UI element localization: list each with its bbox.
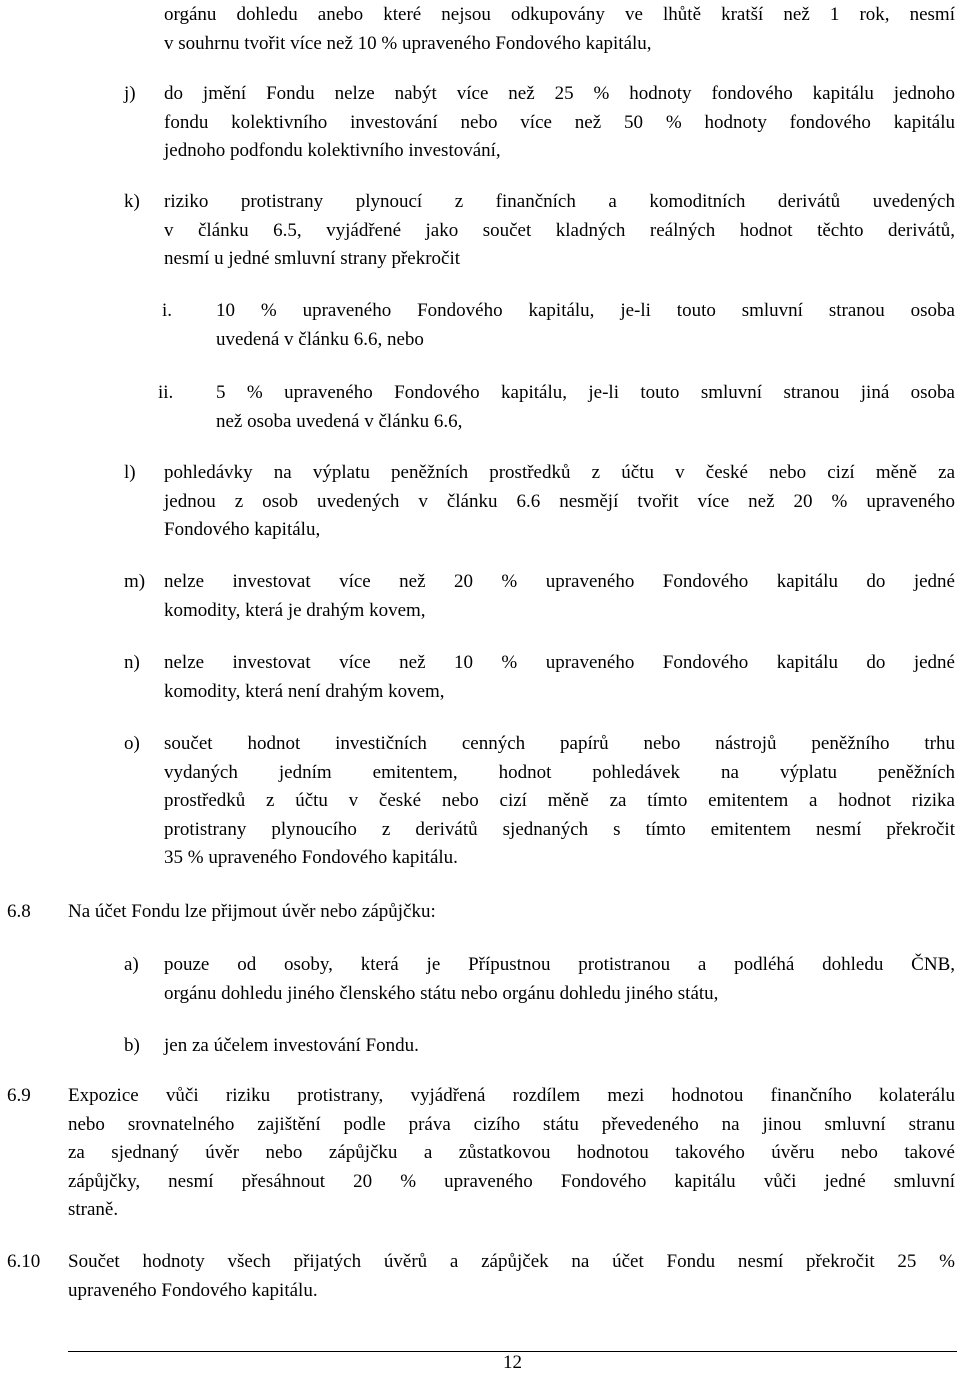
text-line: nelze investovat více než 20 % upraveného Fondového kapitálu do jedné [164, 571, 955, 592]
text-line: Fondového kapitálu, [164, 519, 321, 540]
item-label-n: n) [124, 652, 140, 673]
subitem-label-ii: ii. [158, 382, 174, 403]
text-line: 10 % upraveného Fondového kapitálu, je-li touto smluvní stranou osoba [216, 300, 955, 321]
section-6-10 [68, 1248, 955, 1305]
page-number: 12 [503, 1352, 522, 1373]
item-label-o: o) [124, 733, 140, 754]
text-line: Expozice vůči riziku protistrany, vyjádřená rozdílem mezi hodnotou finančního kolaterálu [68, 1085, 955, 1106]
text-line: nesmí u jedné smluvní strany překročit [164, 248, 461, 269]
text-line: součet hodnot investičních cenných papírů nebo nástrojů peněžního trhu [164, 733, 955, 754]
item-label-l: l) [124, 462, 136, 483]
text-line: protistrany plynoucího z derivátů sjednaných s tímto emitentem nesmí překročit [164, 818, 955, 840]
item-o [164, 730, 955, 873]
text-line: pohledávky na výplatu peněžních prostředků z účtu v české nebo cizí měně za [164, 462, 955, 483]
text-line: nelze investovat více než 10 % upraveného Fondového kapitálu do jedné [164, 652, 955, 673]
text-line: v článku 6.5, vyjádřené jako součet kladných reálných hodnot těchto derivátů, [164, 219, 955, 241]
item-label-a: a) [124, 954, 139, 975]
subitem-ii [216, 379, 955, 436]
text-line: prostředků z účtu v české nebo cizí měně za tímto emitentem a hodnot rizika [164, 790, 955, 811]
item-label-b: b) [124, 1035, 140, 1056]
subitem-label-i: i. [162, 300, 173, 321]
text-line: Na účet Fondu lze přijmout úvěr nebo zápůjčku: [68, 901, 436, 922]
text-line: straně. [68, 1199, 119, 1220]
text-line: jednou z osob uvedených v článku 6.6 nesmějí tvořit více než 20 % upraveného [164, 490, 955, 512]
intro-paragraph [164, 1, 955, 58]
item-j [164, 80, 955, 166]
item-b [164, 1032, 955, 1061]
item-a [164, 951, 955, 1008]
text-line: pouze od osoby, která je Přípustnou protistranou a podléhá dohledu ČNB, [164, 954, 955, 975]
text-line: 5 % upraveného Fondového kapitálu, je-li touto smluvní stranou jiná osoba [216, 382, 955, 403]
text-line: než osoba uvedená v článku 6.6, [216, 410, 463, 432]
section-number-6-9: 6.9 [7, 1085, 31, 1106]
item-label-k: k) [124, 191, 140, 212]
text-line: vydaných jedním emitentem, hodnot pohledávek na výplatu peněžních [164, 761, 955, 783]
text-line: orgánu dohledu jiného členského státu nebo orgánu dohledu jiného státu, [164, 982, 719, 1004]
text-line: do jmění Fondu nelze nabýt více než 25 % hodnoty fondového kapitálu jednoho [164, 83, 955, 104]
section-6-9 [68, 1082, 955, 1225]
text-line: jen za účelem investování Fondu. [164, 1035, 419, 1056]
text-line: komodity, která je drahým kovem, [164, 599, 426, 621]
text-line: uvedená v článku 6.6, nebo [216, 328, 424, 350]
subitem-i [216, 297, 955, 354]
text-line: 35 % upraveného Fondového kapitálu. [164, 847, 458, 868]
text-line: nebo srovnatelného zajištění podle práva cizího státu převedeného na jinou smluvní stranu [68, 1113, 955, 1135]
section-number-6-10: 6.10 [7, 1251, 41, 1272]
item-label-j: j) [124, 83, 136, 104]
section-6-8-heading [68, 898, 955, 927]
text-line: upraveného Fondového kapitálu. [68, 1279, 318, 1301]
item-label-m: m) [124, 571, 146, 592]
item-m [164, 568, 955, 625]
section-number-6-8: 6.8 [7, 901, 31, 922]
text-line: komodity, která není drahým kovem, [164, 680, 445, 702]
text-line: zápůjčky, nesmí přesáhnout 20 % upraveného Fondového kapitálu vůči jedné smluvní [68, 1170, 955, 1192]
text-line: jednoho podfondu kolektivního investování, [164, 140, 501, 161]
item-n [164, 649, 955, 706]
text-line: riziko protistrany plynoucí z finančních a komoditních derivátů uvedených [164, 191, 955, 212]
text-line: orgánu dohledu anebo které nejsou odkupovány ve lhůtě kratší než 1 rok, nesmí [164, 4, 955, 25]
text-line: fondu kolektivního investování nebo více než 50 % hodnoty fondového kapitálu [164, 111, 955, 133]
text-line: v souhrnu tvořit více než 10 % upraveného Fondového kapitálu, [164, 32, 652, 54]
text-line: Součet hodnoty všech přijatých úvěrů a zápůjček na účet Fondu nesmí překročit 25 % [68, 1251, 955, 1272]
item-k [164, 188, 955, 274]
text-line: za sjednaný úvěr nebo zápůjčku a zůstatkovou hodnotou takového úvěru nebo takové [68, 1142, 955, 1163]
item-l [164, 459, 955, 545]
